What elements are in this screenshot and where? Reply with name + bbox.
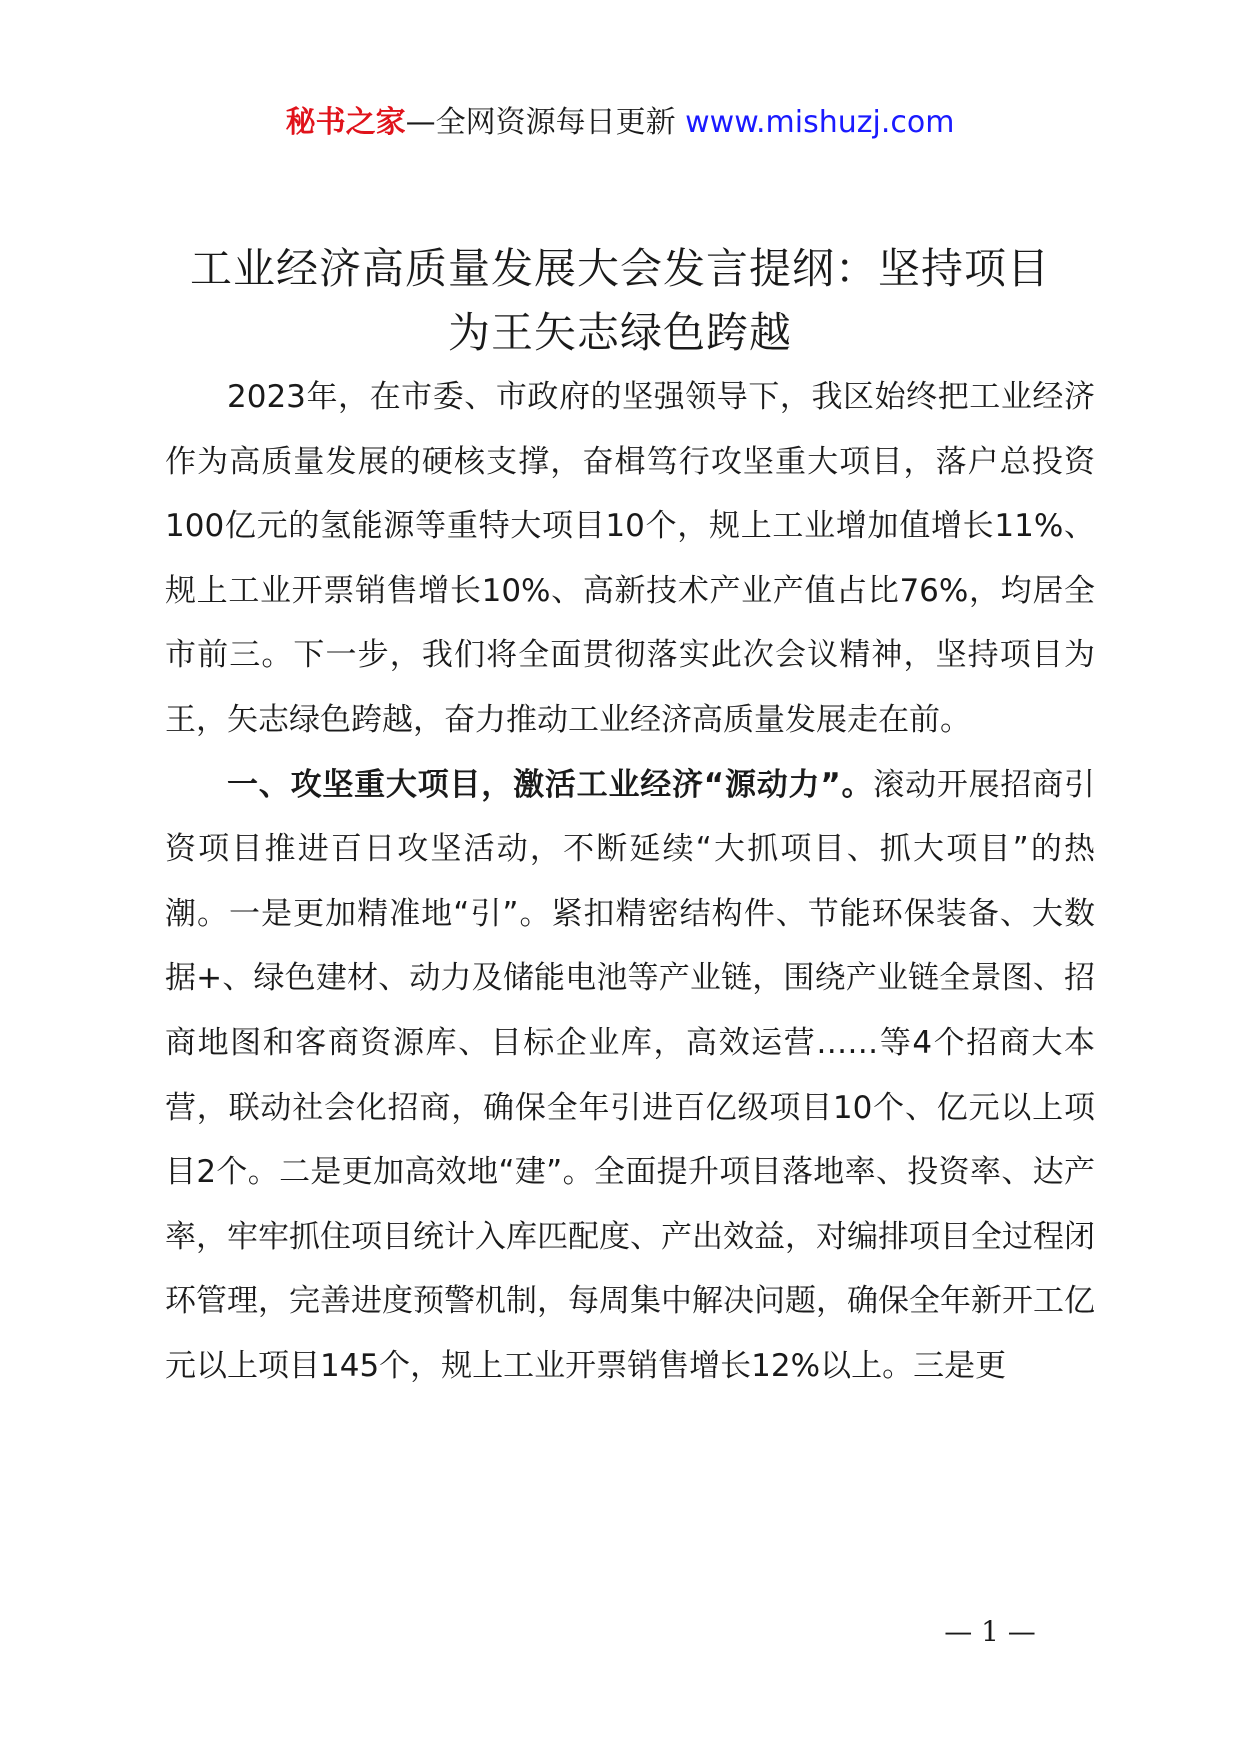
- site-tagline: —全网资源每日更新: [405, 105, 686, 140]
- section-1-paragraph: [165, 753, 1095, 1399]
- site-url-link[interactable]: www.mishuzj.com: [685, 105, 955, 140]
- document-title-line-1: 工业经济高质量发展大会发言提纲：坚持项目: [189, 244, 1050, 293]
- section-1-heading: 一、攻坚重大项目，激活工业经济“源动力”。: [227, 766, 874, 803]
- site-brand: 秘书之家: [285, 105, 406, 140]
- document-title: [120, 237, 1120, 365]
- document-title-line-2: 为王矢志绿色跨越: [447, 308, 792, 357]
- page-number: — 1 —: [944, 1615, 1036, 1648]
- site-header: [0, 100, 1240, 146]
- intro-paragraph: 2023年，在市委、市政府的坚强领导下，我区始终把工业经济作为高质量发展的硬核支撑，奋楫笃行攻坚重大项目，落户总投资100亿元的氢能源等重特大项目10个，规上工业增加值增长11%、规上工业开票销售增长10%、高新技术产业产值占比76%，均居全市前三。下一步，我们将全面贯彻落实此次会议精神，坚持项目为王，矢志绿色跨越，奋力推动工业经济高质量发展走在前。: [165, 379, 1095, 738]
- document-body: [165, 365, 1095, 1399]
- section-1-body: 滚动开展招商引资项目推进百日攻坚活动，不断延续“大抓项目、抓大项目”的热潮。一是更加精准地“引”。紧扣精密结构件、节能环保装备、大数据+、绿色建材、动力及储能电池等产业链，围绕产业链全景图、招商地图和客商资源库、目标企业库，高效运营……等4个招商大本营，联动社会化招商，确保全年引进百亿级项目10个、亿元以上项目2个。二是更加高效地“建”。全面提升项目落地率、投资率、达产率，牢牢抓住项目统计入库匹配度、产出效益，对编排项目全过程闭环管理，完善进度预警机制，每周集中解决问题，确保全年新开工亿元以上项目145个，规上工业开票销售增长12%以上。三是更: [165, 766, 1096, 1384]
